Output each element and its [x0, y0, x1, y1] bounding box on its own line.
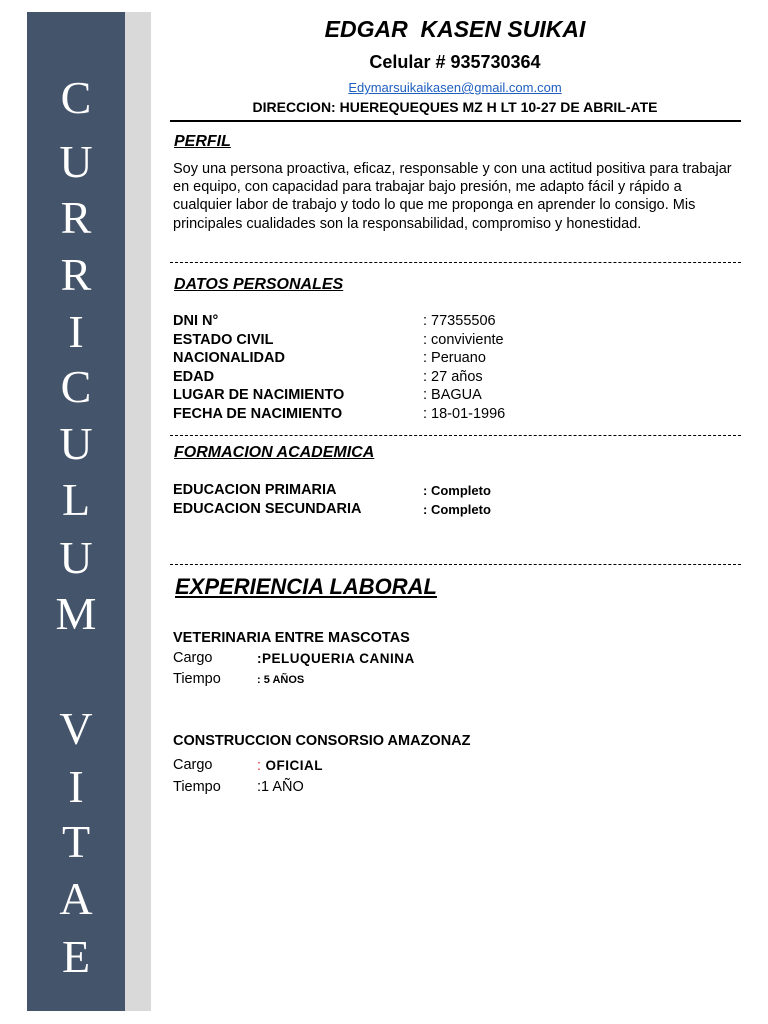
sidebar-letter: C	[60, 361, 92, 412]
field-label: ESTADO CIVIL	[173, 332, 274, 348]
address: DIRECCION: HUEREQUEQUES MZ H LT 10-27 DE ABRIL-ATE	[252, 99, 658, 115]
sidebar-letter: U	[59, 136, 93, 187]
job-tiempo-label: Tiempo	[173, 779, 221, 795]
field-value: : 77355506	[423, 313, 496, 329]
profile-text: Soy una persona proactiva, eficaz, responsable y con una actitud positiva para trabajar en equipo, con capacidad para trabajar bajo presión, me adapto fácil y rápido a cualquier labor de trabajo y todo lo que me proponga en aprender lo consigo. Mis principales cualidades son la responsabilidad, compromiso y honestidad.	[173, 161, 732, 232]
field-value: : Peruano	[423, 350, 486, 366]
sidebar-letter: I	[68, 761, 84, 812]
job-cargo-value: OFICIAL	[265, 758, 323, 773]
field-value: : 27 años	[423, 369, 483, 385]
job-tiempo-label: Tiempo	[173, 671, 221, 687]
job-cargo	[257, 757, 323, 775]
sidebar-letter: T	[61, 816, 91, 867]
section-title-perfil: PERFIL	[174, 133, 231, 150]
section-title-datos-personales: DATOS PERSONALES	[174, 276, 344, 293]
field-value: : 18-01-1996	[423, 406, 506, 422]
field-value: : BAGUA	[423, 387, 482, 403]
section-title-experiencia: EXPERIENCIA LABORAL	[175, 574, 437, 599]
candidate-name: EDGAR KASEN SUIKAI	[324, 16, 586, 42]
sidebar-letter: U	[59, 418, 93, 469]
sidebar-letter: R	[60, 249, 92, 300]
job-cargo-colon: :	[257, 758, 262, 774]
sidebar-banner	[27, 12, 125, 1011]
job-cargo-label: Cargo	[173, 757, 213, 773]
sidebar-shadow	[125, 12, 151, 1011]
job-cargo-label: Cargo	[173, 650, 213, 666]
job-cargo-value: :PELUQUERIA CANINA	[257, 651, 415, 666]
section-divider	[170, 435, 741, 436]
section-divider	[170, 262, 741, 263]
field-label: LUGAR DE NACIMIENTO	[173, 387, 345, 403]
phone-number: Celular # 935730364	[369, 52, 541, 72]
field-label: EDUCACION SECUNDARIA	[173, 501, 362, 517]
section-divider	[170, 564, 741, 565]
sidebar-letter: R	[60, 192, 92, 243]
sidebar-letter: C	[60, 72, 92, 123]
job-company: VETERINARIA ENTRE MASCOTAS	[173, 630, 410, 646]
sidebar-letter: U	[59, 532, 93, 583]
sidebar-letter: V	[59, 703, 93, 754]
field-label: NACIONALIDAD	[173, 350, 285, 366]
job-company: CONSTRUCCION CONSORSIO AMAZONAZ	[173, 733, 471, 749]
sidebar-letter: L	[61, 474, 91, 525]
sidebar-letter: M	[55, 588, 97, 639]
field-value: : conviviente	[423, 332, 504, 348]
field-label: EDAD	[173, 369, 215, 385]
sidebar-letter: A	[59, 873, 93, 924]
job-tiempo-value: :1 AÑO	[257, 779, 304, 795]
section-title-formacion: FORMACION ACADEMICA	[174, 444, 375, 461]
field-label: DNI N°	[173, 313, 219, 329]
job-tiempo-value: : 5 AÑOS	[257, 674, 305, 686]
sidebar-letter: I	[68, 306, 84, 357]
field-value: : Completo	[423, 502, 491, 517]
field-label: FECHA DE NACIMIENTO	[173, 406, 343, 422]
field-value: : Completo	[423, 483, 491, 498]
email-link[interactable]: Edymarsuikaikasen@gmail.com.com	[348, 80, 562, 95]
field-label: EDUCACION PRIMARIA	[173, 482, 337, 498]
sidebar-letter: E	[61, 931, 91, 982]
header-divider	[170, 120, 741, 122]
